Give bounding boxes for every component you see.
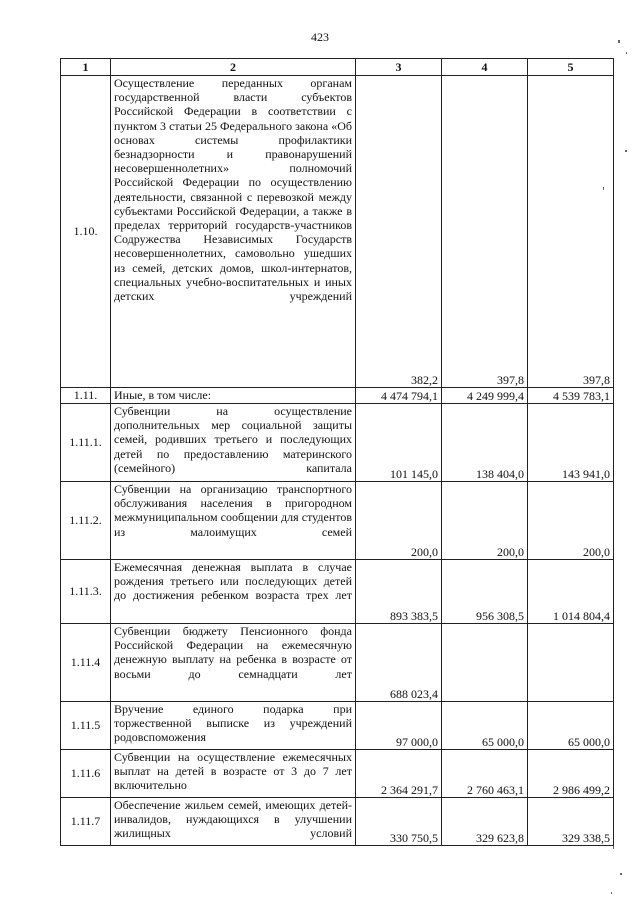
row-value-col5: 397,8: [528, 76, 614, 388]
row-description: Вручение единого подарка при торжественной выписке из учреждений родовспоможения: [111, 702, 356, 750]
row-value-col4: 65 000,0: [442, 702, 528, 750]
row-value-col3: 4 474 794,1: [356, 388, 442, 404]
row-value-col5: 65 000,0: [528, 702, 614, 750]
column-header-2: 2: [111, 59, 356, 76]
row-value-col5: 200,0: [528, 482, 614, 560]
row-value-col4: 2 760 463,1: [442, 750, 528, 798]
budget-table: [60, 58, 614, 846]
row-description: Субвенции на осуществление ежемесячных выплат на детей в возрасте от 3 до 7 лет включительно: [111, 750, 356, 798]
column-header-1: 1: [61, 59, 111, 76]
row-value-col4: 956 308,5: [442, 560, 528, 624]
row-number: 1.11.6: [61, 750, 111, 798]
row-value-col4: 200,0: [442, 482, 528, 560]
table-header-row: [61, 59, 614, 76]
row-description: Субвенции на организацию транспортного обслуживания населения в пригородном межмуниципальном сообщении для студентов из малоимущих семей: [111, 482, 356, 560]
row-number: 1.11.5: [61, 702, 111, 750]
row-value-col4: 329 623,8: [442, 798, 528, 846]
row-number: 1.11.1.: [61, 404, 111, 482]
column-header-3: 3: [356, 59, 442, 76]
row-value-col5: 2 986 499,2: [528, 750, 614, 798]
row-number: 1.10.: [61, 76, 111, 388]
row-value-col4: 397,8: [442, 76, 528, 388]
row-value-col3: 97 000,0: [356, 702, 442, 750]
row-value-col5: 143 941,0: [528, 404, 614, 482]
column-header-4: 4: [442, 59, 528, 76]
row-value-col4: [442, 624, 528, 702]
table-row: [61, 750, 614, 798]
row-number: 1.11.: [61, 388, 111, 404]
table-row: [61, 76, 614, 388]
row-description: Субвенции на осуществление дополнительных мер социальной защиты семей, родивших третьего и последующих детей по предоставлению материнского (семейного) капитала: [111, 404, 356, 482]
scan-speck: [626, 52, 627, 54]
row-value-col5: 4 539 783,1: [528, 388, 614, 404]
row-description: Иные, в том числе:: [111, 388, 356, 404]
row-value-col3: 893 383,5: [356, 560, 442, 624]
table-row: [61, 702, 614, 750]
row-description: Ежемесячная денежная выплата в случае рождения третьего или последующих детей до достижения ребенком возраста трех лет: [111, 560, 356, 624]
row-value-col3: 330 750,5: [356, 798, 442, 846]
row-value-col3: 200,0: [356, 482, 442, 560]
page-number: 423: [311, 30, 329, 44]
scan-speck: [603, 187, 604, 190]
scan-speck: [620, 873, 622, 875]
row-value-col4: 4 249 999,4: [442, 388, 528, 404]
row-number: 1.11.2.: [61, 482, 111, 560]
row-value-col5: 1 014 804,4: [528, 560, 614, 624]
row-value-col5: 329 338,5: [528, 798, 614, 846]
row-number: 1.11.4: [61, 624, 111, 702]
row-value-col3: 688 023,4: [356, 624, 442, 702]
scan-speck: [625, 150, 627, 152]
row-value-col4: 138 404,0: [442, 404, 528, 482]
row-description: Осуществление переданных органам государственной власти субъектов Российской Федерации в соответствии с пунктом 3 статьи 25 Федерального закона «Об основах системы профилактики безнадзорности и правонарушений несовершеннолетних» полномочий Российской Федерации по осуществлению деятельности, связанной с перевозкой между субъектами Российской Федерации, а также в пределах территорий государств-участников Содружества Независимых Государств несовершеннолетних, самовольно ушедших из семей, детских домов, школ-интернатов, специальных учебно-воспитательных и иных детских учреждений: [111, 76, 356, 388]
row-value-col3: 382,2: [356, 76, 442, 388]
table-row: [61, 560, 614, 624]
scan-speck: [613, 846, 614, 849]
table-row: [61, 798, 614, 846]
row-description: Обеспечение жильем семей, имеющих детей-инвалидов, нуждающихся в улучшении жилищных условий: [111, 798, 356, 846]
scan-speck: [618, 40, 620, 43]
row-description: Субвенции бюджету Пенсионного фонда Российской Федерации на ежемесячную денежную выплату на ребенка в возрасте от восьми до семнадцати лет: [111, 624, 356, 702]
table-row: [61, 482, 614, 560]
row-number: 1.11.3.: [61, 560, 111, 624]
column-header-5: 5: [528, 59, 614, 76]
table-row: [61, 624, 614, 702]
table-row: [61, 404, 614, 482]
row-value-col5: [528, 624, 614, 702]
scan-speck: [611, 892, 612, 894]
table-row: [61, 388, 614, 404]
row-value-col3: 101 145,0: [356, 404, 442, 482]
row-number: 1.11.7: [61, 798, 111, 846]
row-value-col3: 2 364 291,7: [356, 750, 442, 798]
